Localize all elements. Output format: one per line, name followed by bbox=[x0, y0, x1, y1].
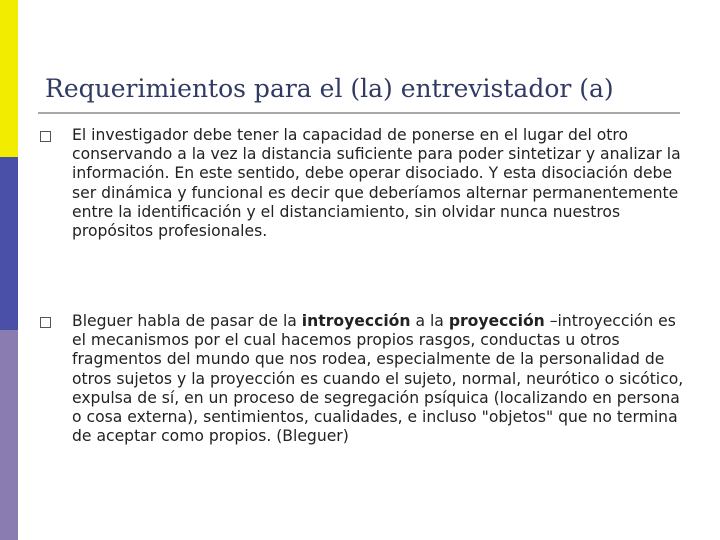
bold-term-introyeccion: introyección bbox=[301, 312, 411, 330]
bullet-text-segment: a la bbox=[410, 312, 449, 330]
bullet-text-segment: –introyección es el mecanismos por el cual hacemos propios rasgos, conductas u otros fragmentos del mundo que nos rodea, especialmente de la personalidad de otros sujetos y la proyección es cuando el sujeto, normal, neurótico o sicótico, expulsa de sí, en un proceso de segregación psíquica (localizando en persona o cosa externa), sentimientos, cualidades, e incluso "objetos" que no termina de aceptar como propios. (Bleguer) bbox=[72, 312, 684, 446]
square-bullet-icon bbox=[40, 131, 51, 142]
slide-title: Requerimientos para el (la) entrevistador (a) bbox=[45, 74, 614, 103]
square-bullet-icon bbox=[40, 317, 51, 328]
bold-term-proyeccion: proyección bbox=[448, 312, 545, 330]
bullet-text: El investigador debe tener la capacidad de ponerse en el lugar del otro conservando a la vez la distancia suficiente para poder sintetizar y analizar la información. En este sentido, debe operar disociado. Y esta disociación debe ser dinámica y funcional es decir que deberíamos alternar permanentemente entre la identificación y el distanciamiento, sin olvidar nunca nuestros propósitos profesionales. bbox=[72, 126, 681, 241]
sidebar-stripe-blue bbox=[0, 157, 18, 330]
bullet-text bbox=[72, 312, 686, 446]
sidebar-stripe-yellow bbox=[0, 0, 18, 157]
bullet-text-segment: Bleguer habla de pasar de la bbox=[72, 312, 302, 330]
sidebar-stripe-purple bbox=[0, 330, 18, 540]
title-divider bbox=[38, 112, 680, 114]
